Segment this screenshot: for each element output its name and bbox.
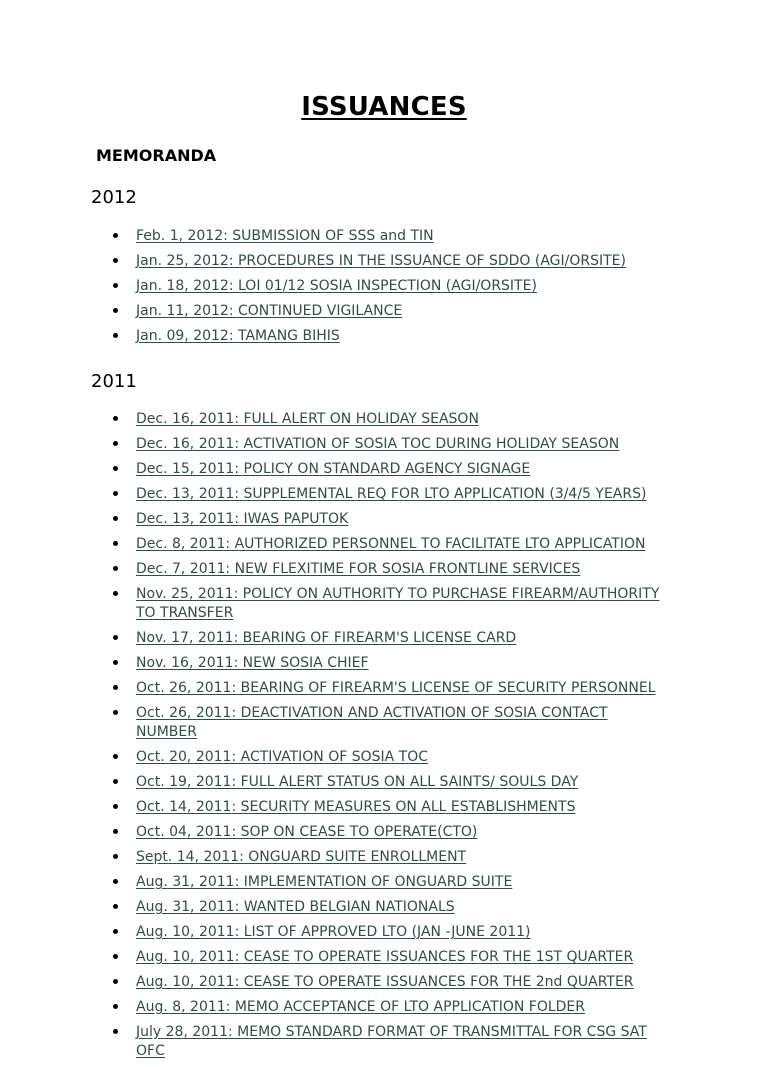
issuance-link[interactable]: Jan. 25, 2012: PROCEDURES IN THE ISSUANCE OF SDDO (AGI/ORSITE) [136, 253, 626, 269]
bullet-icon [113, 804, 118, 809]
issuance-link[interactable]: Oct. 14, 2011: SECURITY MEASURES ON ALL ESTABLISHMENTS [136, 799, 576, 815]
issuance-link[interactable]: Dec. 16, 2011: FULL ALERT ON HOLIDAY SEASON [136, 411, 479, 427]
list-item [0, 998, 768, 1017]
issuance-link[interactable]: Aug. 10, 2011: LIST OF APPROVED LTO (JAN -JUNE 2011) [136, 924, 531, 940]
bullet-icon [113, 979, 118, 984]
list-item [0, 654, 768, 673]
issuance-link[interactable]: Dec. 7, 2011: NEW FLEXITIME FOR SOSIA FRONTLINE SERVICES [136, 561, 581, 577]
issuance-link[interactable]: Jan. 18, 2012: LOI 01/12 SOSIA INSPECTION (AGI/ORSITE) [136, 278, 537, 294]
bullet-icon [113, 754, 118, 759]
issuance-link[interactable]: Jan. 09, 2012: TAMANG BIHIS [136, 328, 340, 344]
issuance-link[interactable]: July 28, 2011: MEMO STANDARD FORMAT OF TRANSMITTAL FOR CSG SAT OFC [136, 1024, 647, 1059]
bullet-icon [113, 591, 118, 596]
section-subtitle: MEMORANDA [96, 146, 217, 165]
issuance-link[interactable]: Dec. 16, 2011: ACTIVATION OF SOSIA TOC DURING HOLIDAY SEASON [136, 436, 620, 452]
issuance-link[interactable]: Feb. 1, 2012: SUBMISSION OF SSS and TIN [136, 228, 434, 244]
list-item [0, 773, 768, 792]
list-item [0, 435, 768, 454]
bullet-icon [113, 829, 118, 834]
bullet-icon [113, 516, 118, 521]
issuance-link[interactable]: Oct. 20, 2011: ACTIVATION OF SOSIA TOC [136, 749, 429, 765]
list-item [0, 948, 768, 967]
list-item [0, 873, 768, 892]
bullet-icon [113, 541, 118, 546]
issuance-link[interactable]: Aug. 31, 2011: WANTED BELGIAN NATIONALS [136, 899, 455, 915]
list-item [0, 410, 768, 429]
bullet-icon [113, 904, 118, 909]
list-item [0, 704, 768, 742]
list-item [0, 798, 768, 817]
bullet-icon [113, 1029, 118, 1034]
bullet-icon [113, 491, 118, 496]
list-item [0, 535, 768, 554]
list-item [0, 1023, 768, 1061]
issuance-list-2011 [0, 410, 768, 1067]
page-title: ISSUANCES [301, 92, 467, 122]
bullet-icon [113, 416, 118, 421]
issuance-list-2012 [0, 227, 768, 352]
list-item [0, 510, 768, 529]
issuance-link[interactable]: Sept. 14, 2011: ONGUARD SUITE ENROLLMENT [136, 849, 467, 865]
bullet-icon [113, 466, 118, 471]
bullet-icon [113, 954, 118, 959]
bullet-icon [113, 685, 118, 690]
list-item [0, 252, 768, 271]
list-item [0, 898, 768, 917]
issuance-link[interactable]: Jan. 11, 2012: CONTINUED VIGILANCE [136, 303, 403, 319]
list-item [0, 629, 768, 648]
bullet-icon [113, 333, 118, 338]
list-item [0, 327, 768, 346]
list-item [0, 823, 768, 842]
bullet-icon [113, 258, 118, 263]
bullet-icon [113, 660, 118, 665]
list-item [0, 227, 768, 246]
issuance-link[interactable]: Oct. 26, 2011: DEACTIVATION AND ACTIVATION OF SOSIA CONTACT NUMBER [136, 705, 608, 740]
list-item [0, 585, 768, 623]
bullet-icon [113, 879, 118, 884]
issuance-link[interactable]: Oct. 19, 2011: FULL ALERT STATUS ON ALL SAINTS/ SOULS DAY [136, 774, 579, 790]
list-item [0, 973, 768, 992]
list-item [0, 679, 768, 698]
issuance-link[interactable]: Aug. 8, 2011: MEMO ACCEPTANCE OF LTO APPLICATION FOLDER [136, 999, 585, 1015]
bullet-icon [113, 929, 118, 934]
issuance-link[interactable]: Nov. 25, 2011: POLICY ON AUTHORITY TO PURCHASE FIREARM/AUTHORITY TO TRANSFER [136, 586, 660, 621]
issuance-link[interactable]: Nov. 16, 2011: NEW SOSIA CHIEF [136, 655, 369, 671]
bullet-icon [113, 1004, 118, 1009]
issuance-link[interactable]: Oct. 26, 2011: BEARING OF FIREARM'S LICENSE OF SECURITY PERSONNEL [136, 680, 656, 696]
issuance-link[interactable]: Aug. 10, 2011: CEASE TO OPERATE ISSUANCES FOR THE 1ST QUARTER [136, 949, 634, 965]
list-item [0, 277, 768, 296]
list-item [0, 848, 768, 867]
bullet-icon [113, 854, 118, 859]
bullet-icon [113, 710, 118, 715]
bullet-icon [113, 566, 118, 571]
list-item [0, 748, 768, 767]
year-heading-2011: 2011 [91, 371, 137, 392]
issuance-link[interactable]: Dec. 13, 2011: SUPPLEMENTAL REQ FOR LTO APPLICATION (3/4/5 YEARS) [136, 486, 647, 502]
issuance-link[interactable]: Oct. 04, 2011: SOP ON CEASE TO OPERATE(CTO) [136, 824, 478, 840]
issuance-link[interactable]: Dec. 8, 2011: AUTHORIZED PERSONNEL TO FACILITATE LTO APPLICATION [136, 536, 646, 552]
bullet-icon [113, 283, 118, 288]
bullet-icon [113, 308, 118, 313]
list-item [0, 302, 768, 321]
issuance-link[interactable]: Dec. 15, 2011: POLICY ON STANDARD AGENCY SIGNAGE [136, 461, 531, 477]
issuance-link[interactable]: Nov. 17, 2011: BEARING OF FIREARM'S LICENSE CARD [136, 630, 517, 646]
issuance-link[interactable]: Dec. 13, 2011: IWAS PAPUTOK [136, 511, 349, 527]
year-heading-2012: 2012 [91, 187, 137, 208]
bullet-icon [113, 779, 118, 784]
bullet-icon [113, 441, 118, 446]
list-item [0, 460, 768, 479]
list-item [0, 923, 768, 942]
list-item [0, 560, 768, 579]
list-item [0, 485, 768, 504]
bullet-icon [113, 233, 118, 238]
issuance-link[interactable]: Aug. 31, 2011: IMPLEMENTATION OF ONGUARD SUITE [136, 874, 513, 890]
issuance-link[interactable]: Aug. 10, 2011: CEASE TO OPERATE ISSUANCES FOR THE 2nd QUARTER [136, 974, 634, 990]
bullet-icon [113, 635, 118, 640]
